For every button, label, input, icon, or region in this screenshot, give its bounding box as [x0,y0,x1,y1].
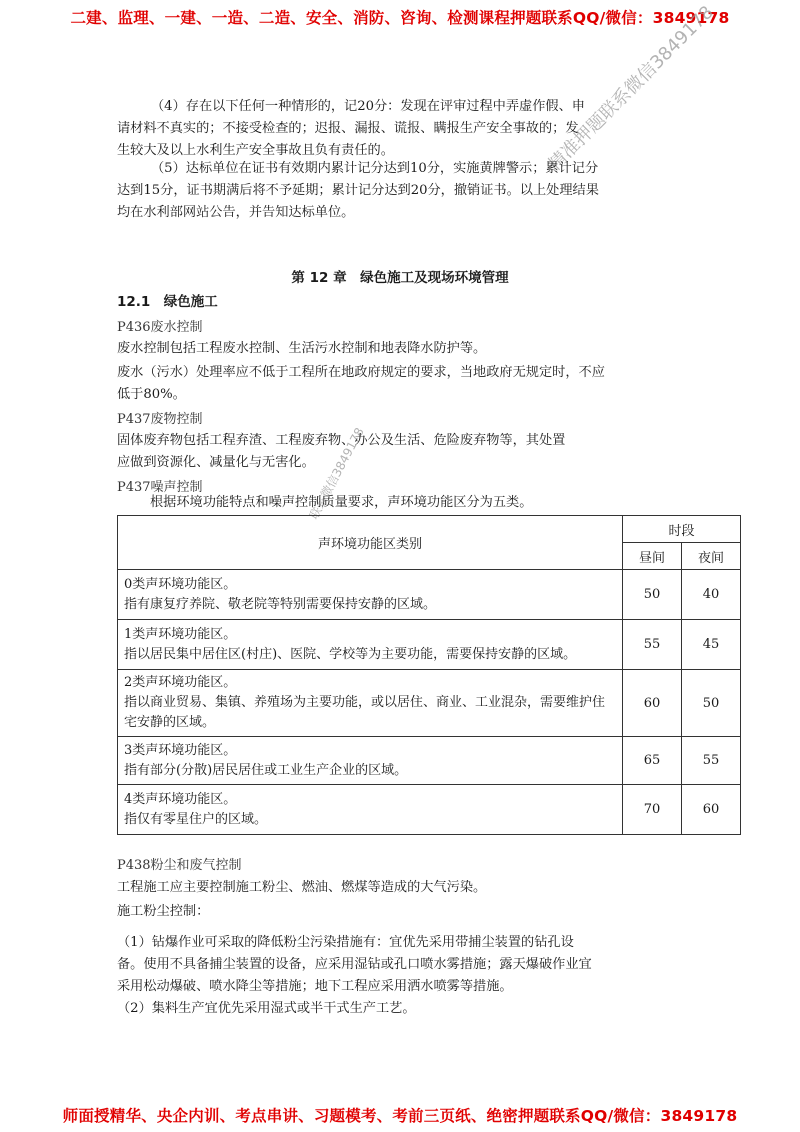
table-row [118,737,741,785]
day-limit: 70 [623,785,682,835]
section-title: 12.1 绿色施工 [117,294,218,310]
dust-heading: P438粉尘和废气控制 [117,858,242,873]
noise-standard-table [117,515,741,835]
table-row [118,785,741,835]
chapter-title: 第 12 章 绿色施工及现场环境管理 [291,270,509,286]
zone-desc: 指以商业贸易、集镇、养殖场为主要功能，或以居住、商业、工业混杂，需要维护住宅安静的区域。 [124,695,606,730]
table-header-period: 时段 [623,516,741,543]
noise-heading: P437噪声控制 [117,480,203,495]
zone-name: 1类声环境功能区。 [124,626,237,642]
table-row [118,570,741,620]
watermark-middle: 联系微信3849178 [306,425,367,522]
zone-name: 0类声环境功能区。 [124,576,237,592]
intro-item-4: （4）存在以下任何一种情形的，记20分：发现在评审过程中弄虚作假、申请材料不真实的；不接受检查的；迟报、漏报、谎报、瞒报生产安全事故的；发生较大及以上水利生产安全事故且负有责任的。 [117,99,585,158]
zone-desc: 指仅有零星住户的区域。 [124,811,268,827]
night-limit: 40 [682,570,741,620]
night-limit: 60 [682,785,741,835]
waste-text: 固体废弃物包括工程弃渣、工程废弃物、办公及生活、危险废弃物等，其处置应做到资源化、减量化与无害化。 [117,433,566,470]
zone-desc: 指以居民集中居住区(村庄)、医院、学校等为主要功能，需要保持安静的区域。 [124,646,577,662]
night-limit: 55 [682,737,741,785]
table-row [118,670,741,737]
night-limit: 50 [682,670,741,737]
wastewater-text-1: 废水控制包括工程废水控制、生活污水控制和地表降水防护等。 [117,341,487,356]
watermark-top-right: 精准押题联系微信3849178 [544,1,718,176]
waste-heading: P437废物控制 [117,412,203,427]
dust-item-2: （2）集料生产宜优先采用湿式或半干式生产工艺。 [117,1001,416,1016]
night-limit: 45 [682,620,741,670]
zone-name: 2类声环境功能区。 [124,675,237,690]
day-limit: 60 [623,670,682,737]
dust-text-2: 施工粉尘控制： [117,904,210,919]
zone-desc: 指有部分(分散)居民居住或工业生产企业的区域。 [124,762,408,778]
dust-item-1: （1）钻爆作业可采取的降低粉尘污染措施有：宜优先采用带捕尘装置的钻孔设备。使用不具备捕尘装置的设备，应采用湿钻或孔口喷水雾措施；露天爆破作业宜采用松动爆破、喷水降尘等措施；地下工程应采用洒水喷雾等措施。 [117,935,592,994]
top-banner: 二建、监理、一建、一造、二造、安全、消防、咨询、检测课程押题联系QQ/微信：3849178 [70,9,730,27]
table-header-category: 声环境功能区类别 [118,516,623,570]
wastewater-text-2: 废水（污水）处理率应不低于工程所在地政府规定的要求，当地政府无规定时，不应低于80%。 [117,365,605,402]
day-limit: 65 [623,737,682,785]
intro-item-5: （5）达标单位在证书有效期内累计记分达到10分，实施黄牌警示；累计记分达到15分，证书期满后将不予延期；累计记分达到20分，撤销证书。以上处理结果均在水利部网站公告，并告知达标单位。 [117,161,599,220]
noise-intro: 根据环境功能特点和噪声控制质量要求，声环境功能区分为五类。 [150,495,533,510]
table-header-day: 昼间 [623,543,682,570]
zone-desc: 指有康复疗养院、敬老院等特别需要保持安静的区域。 [124,596,437,612]
table-header-night: 夜间 [682,543,741,570]
wastewater-heading: P436废水控制 [117,320,203,335]
bottom-banner: 师面授精华、央企内训、考点串讲、习题模考、考前三页纸、绝密押题联系QQ/微信：3849178 [62,1107,738,1125]
table-row [118,620,741,670]
zone-name: 3类声环境功能区。 [124,742,237,758]
day-limit: 50 [623,570,682,620]
dust-text-1: 工程施工应主要控制施工粉尘、燃油、燃煤等造成的大气污染。 [117,880,487,895]
day-limit: 55 [623,620,682,670]
zone-name: 4类声环境功能区。 [124,791,237,807]
